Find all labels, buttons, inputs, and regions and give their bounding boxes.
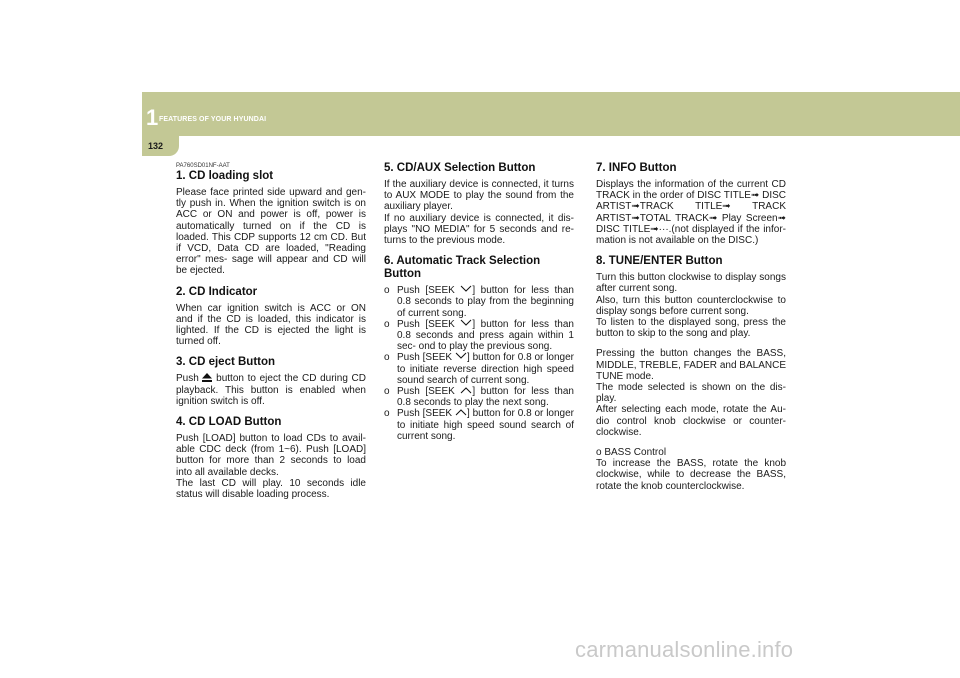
eject-text-pre: Push <box>176 373 199 385</box>
paragraph-bass-body: To increase the BASS, rotate the knob clockwise, while to decrease the BASS, rotate the knob counterclockwise. <box>596 458 786 492</box>
seek-pre: Push [SEEK <box>397 352 453 364</box>
page-number: 132 <box>142 136 179 156</box>
paragraph-tune-6: After selecting each mode, rotate the Au- dio control knob clockwise or counter- clockwise. <box>596 404 786 438</box>
bullet: o <box>384 318 390 330</box>
heading-cd-load: 4. CD LOAD Button <box>176 416 282 429</box>
seek-down-icon <box>460 319 472 327</box>
eject-icon <box>202 373 212 382</box>
seek-rest: ] button for less than 0.8 seconds and press again within 1 sec- ond to play the previous song. <box>397 318 574 353</box>
bullet: o <box>384 352 390 364</box>
heading-cd-eject: 3. CD eject Button <box>176 356 276 369</box>
list-item <box>384 319 574 353</box>
section-code: PA760SD01NF-AAT <box>176 163 230 169</box>
seek-pre: Push [SEEK <box>397 285 455 297</box>
seek-list <box>384 285 574 442</box>
seek-down-icon <box>460 285 472 293</box>
seek-rest: ] button for less than 0.8 seconds to play from the beginning of current song. <box>397 285 574 319</box>
paragraph-cd-load-2: The last CD will play. 10 seconds idle status will disable loading process. <box>176 477 366 501</box>
heading-info: 7. INFO Button <box>596 162 677 174</box>
eject-text-post: button to eject the CD during CD playback. This button is enabled when ignition switch is off. <box>176 373 366 407</box>
seek-up-icon <box>460 386 472 394</box>
bullet: o <box>384 285 390 297</box>
paragraph-tune-4: Pressing the button changes the BASS, MIDDLE, TREBLE, FADER and BALANCE TUNE mode. <box>596 348 786 382</box>
seek-pre: Push [SEEK <box>397 318 455 330</box>
watermark: carmanualsonline.info <box>575 637 794 662</box>
list-item <box>384 408 574 442</box>
paragraph-tune-3: To listen to the displayed song, press the button to skip to the song and play. <box>596 317 786 340</box>
heading-cd-loading-slot: 1. CD loading slot <box>176 170 274 182</box>
seek-pre: Push [SEEK <box>397 386 455 398</box>
list-item <box>384 285 574 319</box>
paragraph-cd-aux-2: If no auxiliary device is connected, it dis- plays "NO MEDIA" for 5 seconds and re- turns to the previous mode. <box>384 212 574 247</box>
paragraph-tune-2: Also, turn this button counterclockwise to display songs before current song. <box>596 294 786 317</box>
seek-up-icon <box>455 408 467 416</box>
paragraph-info: Displays the information of the current CD TRACK in the order of DISC TITLE➟ DISC ARTIST➟TRACK TITLE➟ TRACK ARTIST➟TOTAL TRACK➟ Play Screen➟ DISC TITLE➟···.(not displayed if the infor- mation is not available on the DISC.) <box>596 179 786 247</box>
paragraph-cd-eject <box>176 373 366 407</box>
column-middle <box>384 162 574 442</box>
seek-down-icon <box>455 352 467 360</box>
heading-cd-indicator: 2. CD Indicator <box>176 285 258 298</box>
paragraph-tune-5: The mode selected is shown on the dis- play. <box>596 382 786 405</box>
bullet: o <box>384 386 390 398</box>
heading-cd-aux: 5. CD/AUX Selection Button <box>384 162 536 174</box>
paragraph-bass-heading: o BASS Control <box>596 447 667 459</box>
paragraph-cd-aux-1: If the auxiliary device is connected, it turns to AUX MODE to play the sound from the auxiliary player. <box>384 179 574 213</box>
list-item <box>384 386 574 408</box>
bullet: o <box>384 408 390 420</box>
column-left <box>176 162 366 509</box>
paragraph-tune-1: Turn this button clockwise to display songs after current song. <box>596 272 786 295</box>
seek-rest: ] button for less than 0.8 seconds to play the next song. <box>397 386 574 409</box>
paragraph-cd-load-1: Push [LOAD] button to load CDs to avail- able CDC deck (from 1~6). Push [LOAD] button for more than 2 seconds to load into all available decks. <box>176 433 366 478</box>
chapter-number: 1 <box>146 105 159 130</box>
seek-rest: ] button for 0.8 or longer to initiate high speed sound search of current song. <box>397 408 575 442</box>
chapter-title: FEATURES OF YOUR HYUNDAI <box>159 116 267 123</box>
column-right <box>596 162 786 501</box>
seek-pre: Push [SEEK <box>397 408 453 420</box>
heading-auto-track: 6. Automatic Track Selection Button <box>384 255 541 281</box>
heading-tune-enter: 8. TUNE/ENTER Button <box>596 255 723 268</box>
seek-rest: ] button for 0.8 or longer to initiate reverse direction high speed sound search of current song. <box>397 352 575 386</box>
paragraph-cd-indicator: When car ignition switch is ACC or ON and if the CD is loaded, this indicator is lighted. If the CD is ejected the light is turned off. <box>176 302 366 348</box>
header-band <box>142 92 960 136</box>
list-item <box>384 352 574 386</box>
paragraph-cd-loading-slot: Please face printed side upward and gen- tly push in. When the ignition switch is on ACC or ON and power is off, power is automatically turned on if the CD is loaded. This CDP supports 12 cm CD. But if VCD, Data CD are loaded, "Reading error" mes- sage will appear and CD will be ejected. <box>176 187 366 277</box>
